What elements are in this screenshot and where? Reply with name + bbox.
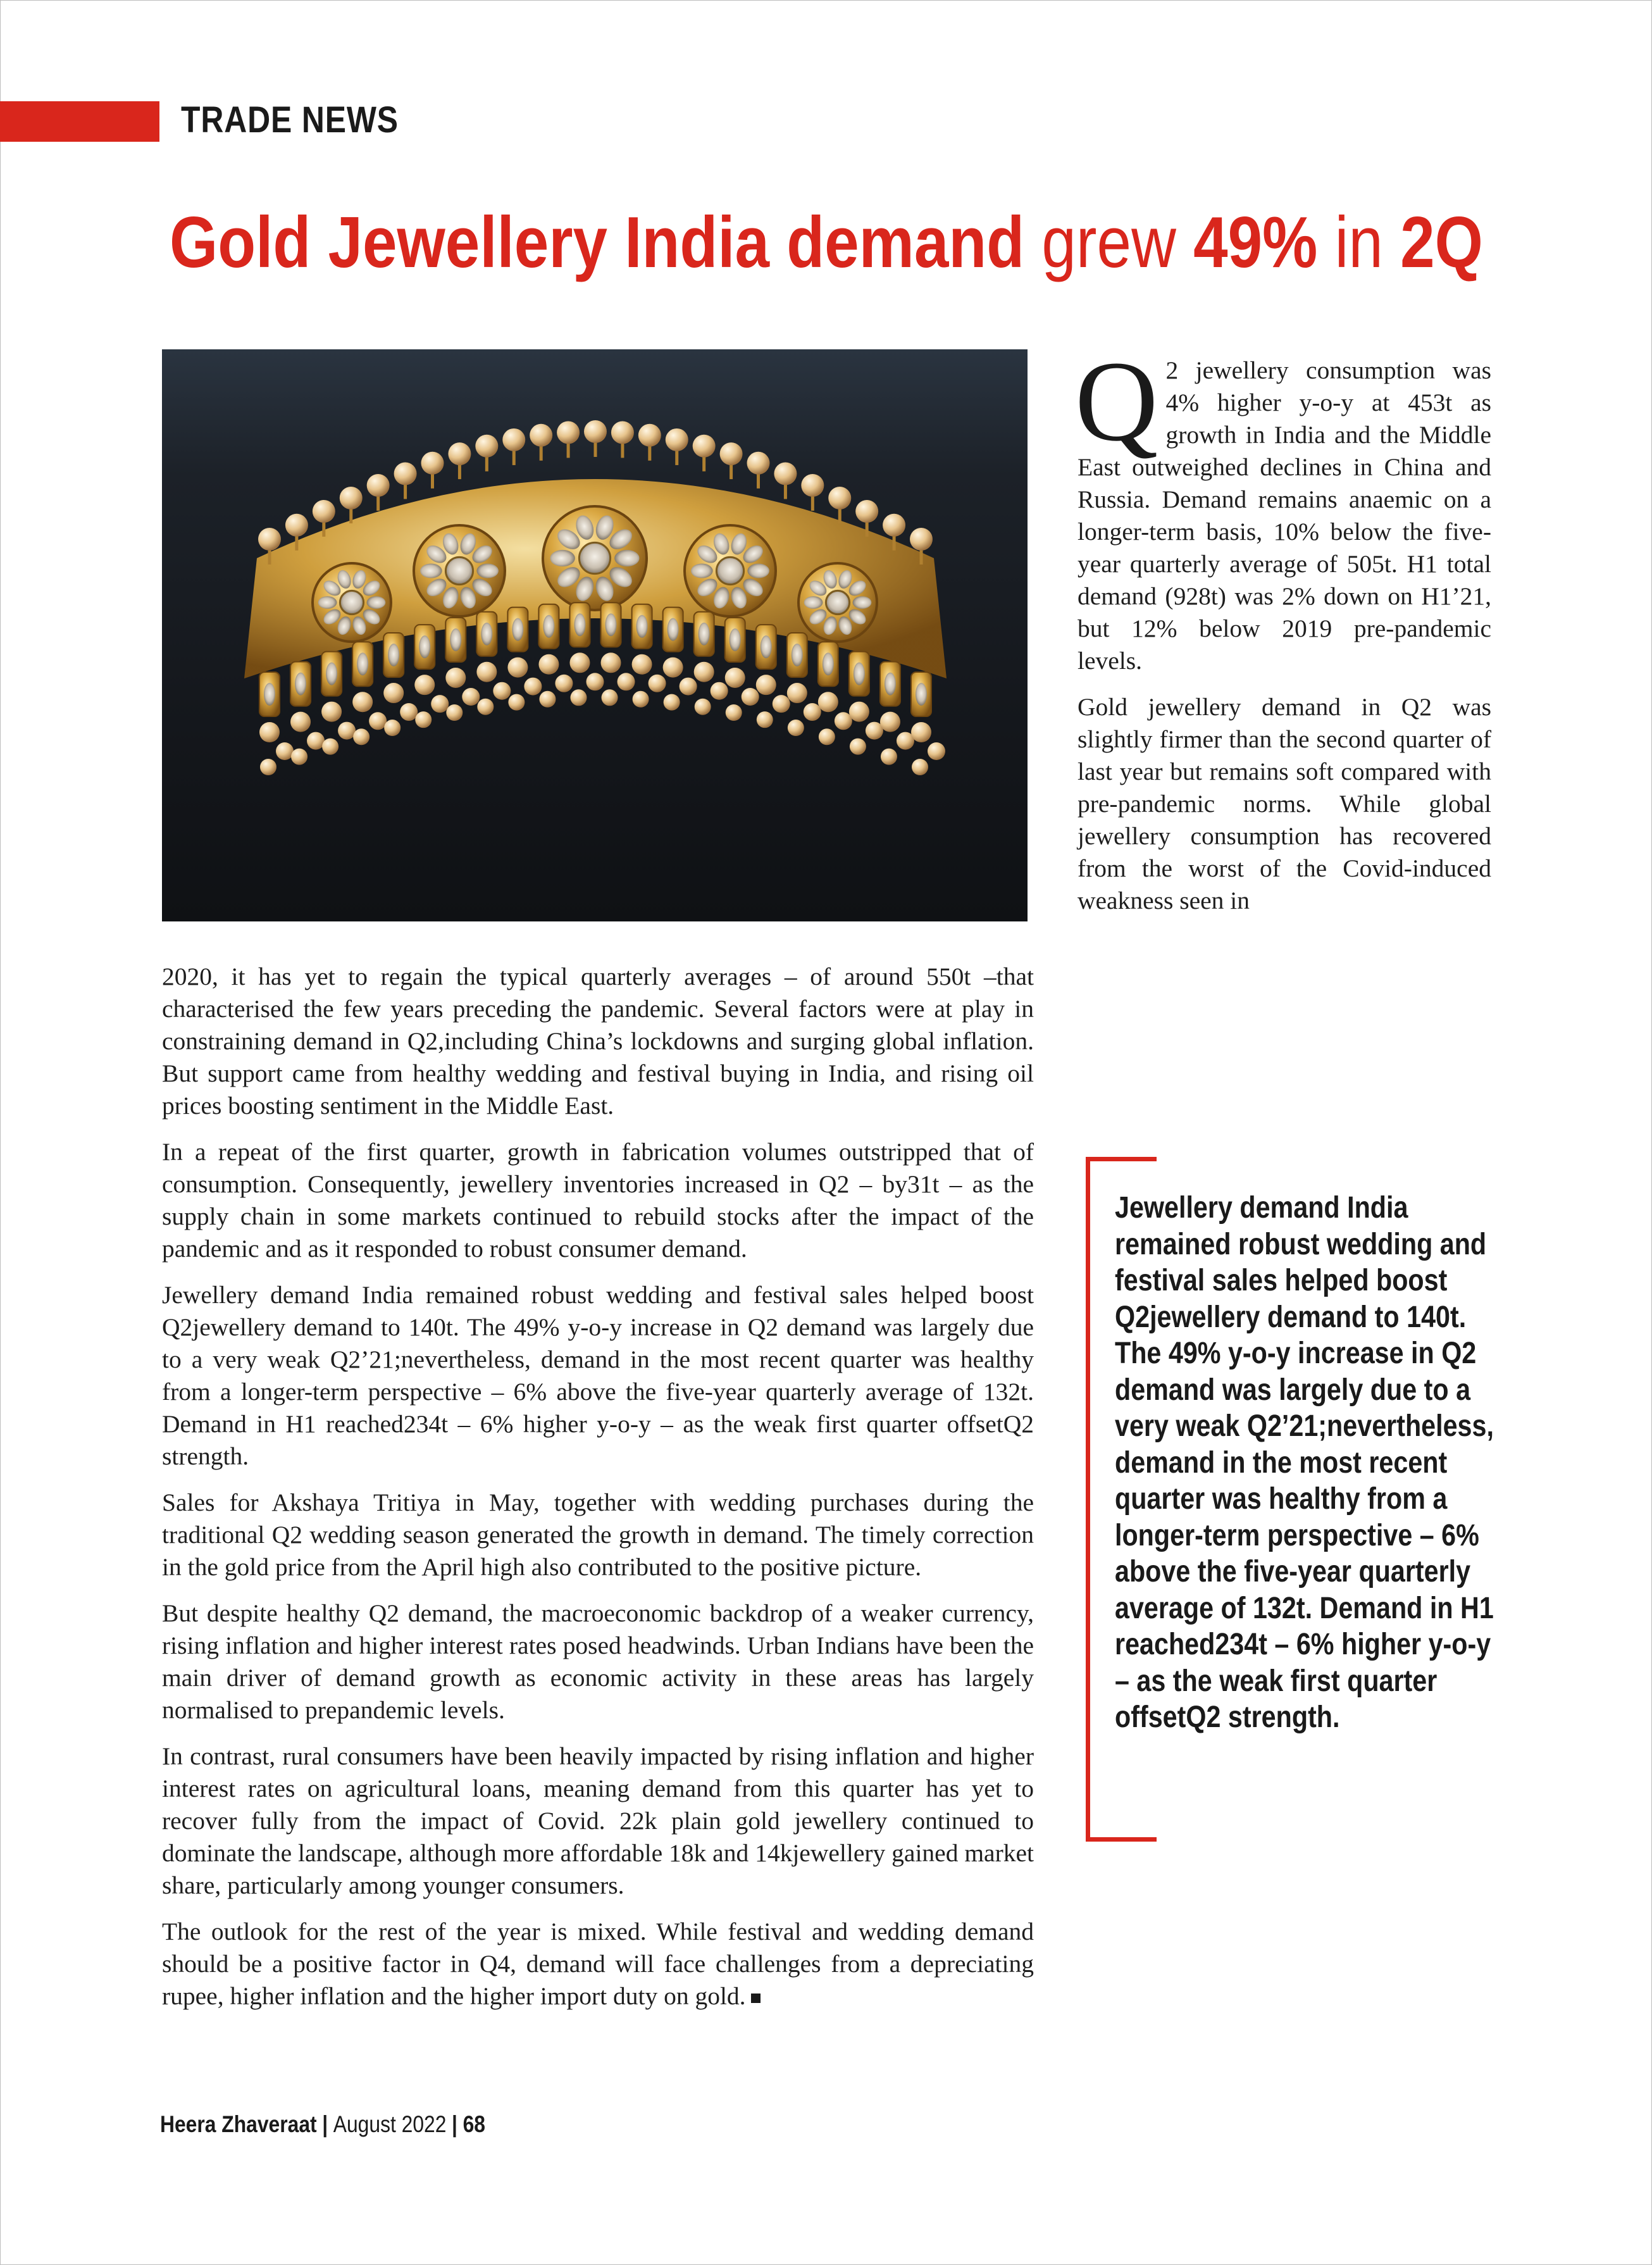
- footer-date: August 2022: [333, 2111, 447, 2137]
- lower-pearl: [555, 675, 573, 692]
- page-footer: [160, 2111, 485, 2138]
- footer-publication: Heera Zhaveraat: [160, 2111, 317, 2137]
- footer-separator-1: |: [322, 2111, 328, 2137]
- article-paragraph-3: 2020, it has yet to regain the typical quarterly averages – of around 550t –that characterised the few years preceding the pandemic. Several factors were at play in constraining demand in Q2,including China’s lockdowns and surging global inflation. But support came from healthy wedding and festival buying in India, and rising oil prices boosting sentiment in the Middle East.: [162, 963, 1034, 1120]
- article-paragraph-5: Jewellery demand India remained robust wedding and festival sales helped boost Q2jewellery demand to 140t. The 49% y-o-y increase in Q2 demand was largely due to a very weak Q2’21;nevertheless, demand in the most recent quarter was healthy from a longer-term perspective – 6% above the five-year quarterly average of 132t. Demand in H1 reached234t – 6% higher y-o-y – as the weak first quarter offsetQ2 strength.: [162, 1281, 1034, 1470]
- kundan-center-stone: [340, 590, 363, 614]
- top-pearl: [883, 514, 905, 537]
- kundan-petal: [747, 563, 769, 578]
- lower-pearl: [400, 703, 418, 721]
- top-pearl: [421, 452, 444, 475]
- lower-pearl: [259, 722, 280, 742]
- top-pearl: [557, 421, 580, 444]
- drop-stone: [854, 663, 865, 685]
- kundan-center-stone: [826, 590, 849, 614]
- top-pearl: [801, 474, 824, 497]
- lower-pearl: [849, 702, 869, 722]
- lower-pearl: [756, 675, 776, 695]
- top-pearl: [747, 452, 770, 475]
- top-pearl: [394, 463, 417, 485]
- lower-pearl: [602, 689, 618, 706]
- end-of-article-mark: [751, 1994, 761, 2003]
- article-paragraph-4: In a repeat of the first quarter, growth in fabrication volumes outstripped that of consumption. Consequently, jewellery inventories increased in Q2 – by31t – as the supply chain in some markets continued to rebuild stocks after the impact of the pandemic and as it responded to robust consumer demand.: [162, 1138, 1034, 1263]
- lower-pearl: [663, 658, 683, 678]
- top-pearl: [910, 528, 933, 551]
- top-pearl: [584, 420, 607, 443]
- section-accent-bar: [0, 101, 159, 142]
- lower-pearl: [445, 668, 466, 688]
- lower-pearl: [695, 699, 711, 715]
- lower-pearl: [446, 704, 463, 721]
- lower-pearl: [819, 728, 835, 745]
- jewellery-photo: [162, 349, 1028, 921]
- drop-stone: [264, 683, 275, 706]
- closing-text: The outlook for the rest of the year is mixed. While festival and wedding demand should be a positive factor in Q4, demand will face challenges from a depreciating rupee, higher inflation and the higher import duty on gold.: [162, 1918, 1034, 2010]
- lower-pearl: [633, 691, 649, 708]
- top-pearl: [638, 424, 661, 447]
- lower-pearl: [322, 739, 338, 755]
- drop-stone: [450, 628, 461, 651]
- lower-pearl: [726, 704, 742, 721]
- top-pearl: [340, 487, 363, 509]
- top-pearl: [502, 428, 525, 451]
- article-right-column: [1075, 338, 1491, 931]
- lower-pearl: [788, 720, 804, 736]
- lower-pearl: [881, 749, 897, 765]
- drop-stone: [916, 683, 927, 706]
- lower-pearl: [507, 658, 528, 678]
- kundan-center-stone: [579, 542, 610, 573]
- lower-pearl: [835, 712, 852, 730]
- top-pearl: [530, 424, 552, 447]
- drop-stone: [543, 615, 554, 638]
- top-pearl: [774, 463, 797, 485]
- lower-pearl: [307, 732, 325, 750]
- top-pearl: [285, 514, 308, 537]
- lower-pearl: [618, 673, 635, 690]
- article-main-column: [162, 961, 1034, 2026]
- lower-pearl: [384, 720, 401, 736]
- lower-pearl: [369, 712, 387, 730]
- article-paragraph-2: Gold jewellery demand in Q2 was slightly firmer than the second quarter of last year but remains soft compared with pre-pandemic norms. While global jewellery consumption has recovered from the worst of the Covid-induced weakness seen in: [1078, 693, 1491, 914]
- lower-pearl: [569, 652, 590, 673]
- lower-pearl: [414, 675, 435, 695]
- drop-stone: [388, 644, 399, 666]
- lower-pearl: [586, 673, 604, 690]
- lower-pearl: [321, 702, 342, 722]
- article-paragraph-8: In contrast, rural consumers have been heavily impacted by rising inflation and higher interest rates on agricultural loans, meaning demand from this quarter has yet to recover fully from the impact of Covid. 22k plain gold jewellery continued to dominate the landscape, although more affordable 18k and 14kjewellery gained market share, particularly among younger consumers.: [162, 1742, 1034, 1899]
- kundan-center-stone: [445, 557, 473, 584]
- drop-stone: [792, 644, 803, 666]
- lower-pearl: [787, 683, 807, 703]
- drop-stone: [574, 613, 585, 636]
- footer-page-number: 68: [463, 2111, 485, 2137]
- kundan-center-stone: [716, 557, 743, 584]
- lower-pearl: [818, 692, 838, 712]
- lower-pearl: [476, 662, 497, 682]
- top-pearl: [258, 528, 281, 551]
- kundan-petal: [367, 596, 386, 609]
- kundan-petal: [550, 550, 574, 566]
- headline-part-5: 2Q: [1400, 203, 1483, 283]
- drop-stone: [885, 673, 896, 696]
- lower-pearl: [462, 688, 480, 706]
- lower-pearl: [694, 662, 714, 682]
- lower-pearl: [352, 692, 373, 712]
- drop-stone: [512, 618, 523, 641]
- drop-stone: [295, 673, 306, 696]
- lower-pearl: [415, 711, 432, 728]
- lower-pearl: [539, 691, 556, 708]
- article-paragraph-7: But despite healthy Q2 demand, the macroeconomic backdrop of a weaker currency, rising inflation and higher interest rates posed headwinds. Urban Indians have been the main driver of demand growth as economic activity in these areas has largely normalised to prepandemic levels.: [162, 1599, 1034, 1724]
- drop-stone: [326, 663, 337, 685]
- drop-stone: [823, 652, 834, 675]
- top-pearl: [720, 442, 743, 465]
- lower-pearl: [338, 722, 356, 740]
- section-label: TRADE NEWS: [181, 99, 399, 140]
- lower-pearl: [880, 712, 900, 732]
- lower-pearl: [928, 742, 945, 760]
- kundan-petal: [420, 563, 442, 578]
- top-pearl: [693, 435, 716, 458]
- kundan-petal: [691, 563, 713, 578]
- lower-pearl: [291, 749, 307, 765]
- lower-pearl: [773, 695, 790, 713]
- lower-pearl: [276, 742, 294, 760]
- lower-pearl: [477, 699, 494, 715]
- kundan-petal: [853, 596, 872, 609]
- lower-pearl: [757, 711, 773, 728]
- kundan-petal: [318, 596, 337, 609]
- lower-pearl: [742, 688, 759, 706]
- top-pearl: [666, 428, 688, 451]
- drop-stone: [357, 652, 368, 675]
- gold-choker-necklace-illustration: [162, 349, 1028, 921]
- drop-stone: [481, 623, 492, 646]
- lower-pearl: [353, 728, 370, 745]
- headline-part-2: grew: [1024, 203, 1193, 283]
- drop-stone: [730, 628, 741, 651]
- lower-pearl: [711, 682, 728, 700]
- lower-pearl: [911, 722, 931, 742]
- headline-part-3: 49%: [1193, 203, 1317, 283]
- top-pearl: [475, 435, 498, 458]
- article-intro-paragraph: [1075, 338, 1491, 677]
- lower-pearl: [570, 689, 587, 706]
- lower-pearl: [383, 683, 404, 703]
- pullquote-text: Jewellery demand India remained robust wedding and festival sales helped boost Q2jewellery demand to 140t. The 49% y-o-y increase in Q2 demand was largely due to a very weak Q2’21;nevertheless, demand in the most recent quarter was healthy from a longer-term perspective – 6% above the five-year quarterly average of 132t. Demand in H1 reached234t – 6% higher y-o-y – as the weak first quarter offsetQ2 strength.: [1115, 1191, 1494, 1734]
- lower-pearl: [601, 652, 621, 673]
- article-paragraph-6: Sales for Akshaya Tritiya in May, together with wedding purchases during the traditional Q2 wedding season generated the growth in demand. The timely correction in the gold price from the April high also contributed to the positive picture.: [162, 1488, 1034, 1581]
- lower-pearl: [725, 668, 745, 688]
- dropcap-letter: Q: [1075, 338, 1158, 465]
- lower-pearl: [912, 759, 928, 775]
- lower-pearl: [850, 739, 866, 755]
- drop-stone: [668, 618, 679, 641]
- top-pearl: [367, 474, 390, 497]
- lower-pearl: [538, 654, 559, 675]
- footer-separator-2: |: [452, 2111, 457, 2137]
- lower-pearl: [649, 675, 666, 692]
- headline-part-4: in: [1317, 203, 1400, 283]
- kundan-petal: [804, 596, 823, 609]
- lower-pearl: [431, 695, 449, 713]
- lower-pearl: [632, 654, 652, 675]
- top-pearl: [313, 500, 335, 523]
- top-pearl: [611, 421, 634, 444]
- drop-stone: [606, 613, 617, 636]
- top-pearl: [855, 500, 878, 523]
- lower-pearl: [524, 678, 542, 696]
- lower-pearl: [664, 694, 680, 711]
- lower-pearl: [260, 759, 276, 775]
- drop-stone: [419, 635, 430, 658]
- headline: [0, 201, 1652, 284]
- pullquote: [1115, 1190, 1501, 1736]
- kundan-petal: [476, 563, 499, 578]
- top-pearl: [448, 442, 471, 465]
- article-paragraph-9: [162, 1916, 1034, 2012]
- headline-part-1: Gold Jewellery India demand: [169, 203, 1024, 283]
- lower-pearl: [680, 678, 697, 696]
- drop-stone: [637, 615, 648, 638]
- drop-stone: [761, 635, 772, 658]
- lower-pearl: [804, 703, 821, 721]
- kundan-petal: [614, 550, 639, 566]
- lower-pearl: [508, 694, 525, 711]
- intro-text: 2 jewellery consumption was 4% higher y-o-y at 453t as growth in India and the Middle East outweighed declines in China and Russia. Demand remains anaemic on a longer-term basis, 10% below the five-year quarterly average of 505t. H1 total demand (928t) was 2% down on H1’21, but 12% below 2019 pre-pandemic levels.: [1078, 356, 1491, 675]
- top-pearl: [828, 487, 851, 509]
- drop-stone: [699, 623, 710, 646]
- lower-pearl: [290, 712, 311, 732]
- lower-pearl: [493, 682, 511, 700]
